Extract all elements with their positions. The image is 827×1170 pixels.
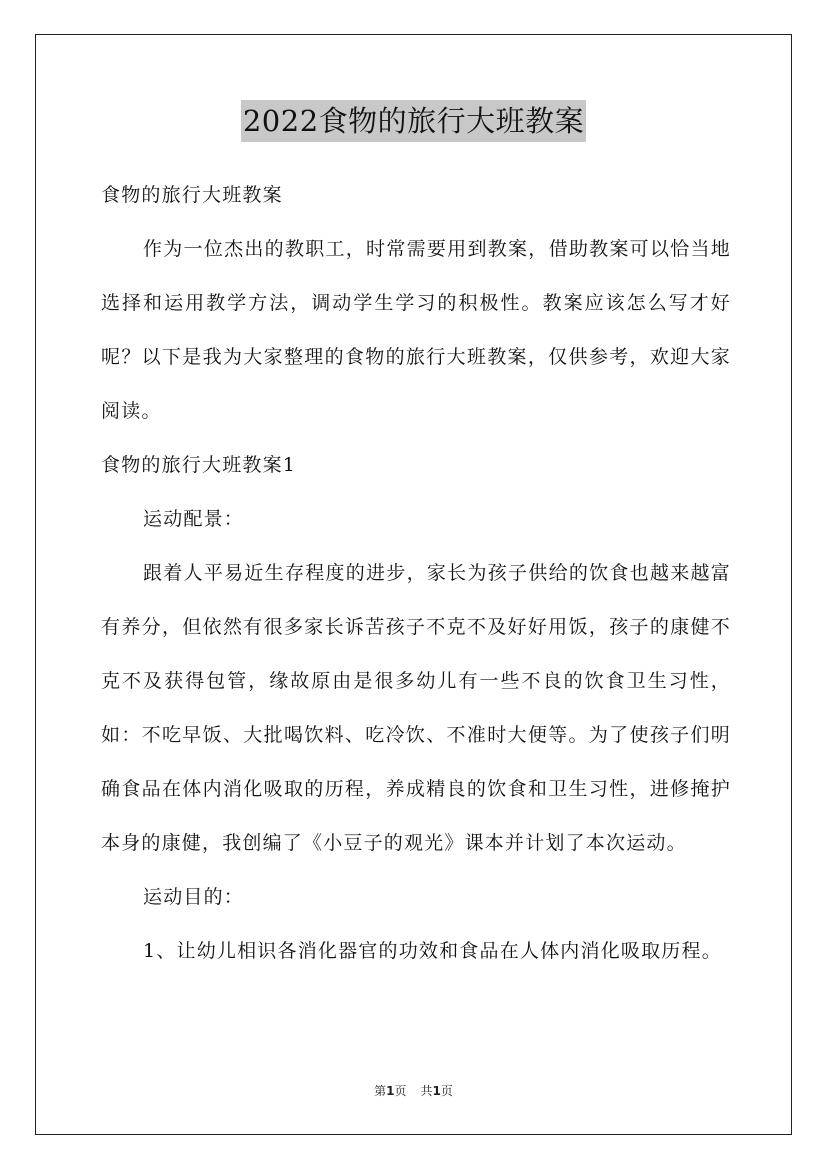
document-title-wrap [0,100,827,142]
subheading-goals: 运动目的： [143,886,245,908]
section-heading: 食物的旅行大班教案1 [101,454,297,476]
page-current: 1 [386,1084,395,1098]
section-heading: 食物的旅行大班教案 [101,184,283,206]
page-footer [0,1083,827,1099]
page-prefix: 第 [374,1084,387,1098]
total-suffix: 页 [440,1084,453,1098]
subheading-background: 运动配景： [143,508,245,530]
goal-item-1: 1、让幼儿相识各消化器官的功效和食品在人体内消化吸取历程。 [143,940,722,962]
document-title: 2022食物的旅行大班教案 [241,100,586,142]
intro-paragraph: 作为一位杰出的教职工，时常需要用到教案，借助教案可以恰当地选择和运用教学方法，调动学生学习的积极性。教案应该怎么写才好呢？以下是我为大家整理的食物的旅行大班教案，仅供参考，欢迎大家阅读。 [101,238,731,422]
document-body [101,168,731,978]
total-prefix: 共 [420,1084,433,1098]
background-paragraph: 跟着人平易近生存程度的进步，家长为孩子供给的饮食也越来越富有养分，但依然有很多家长诉苦孩子不克不及好好用饭，孩子的康健不克不及获得包管，缘故原由是很多幼儿有一些不良的饮食卫生习性，如：不吃早饭、大批喝饮料、吃冷饮、不准时大便等。为了使孩子们明确食品在体内消化吸取的历程，养成精良的饮食和卫生习性，进修掩护本身的康健，我创编了《小豆子的观光》课本并计划了本次运动。 [101,562,731,854]
page-total: 1 [432,1084,441,1098]
page-suffix: 页 [394,1084,407,1098]
